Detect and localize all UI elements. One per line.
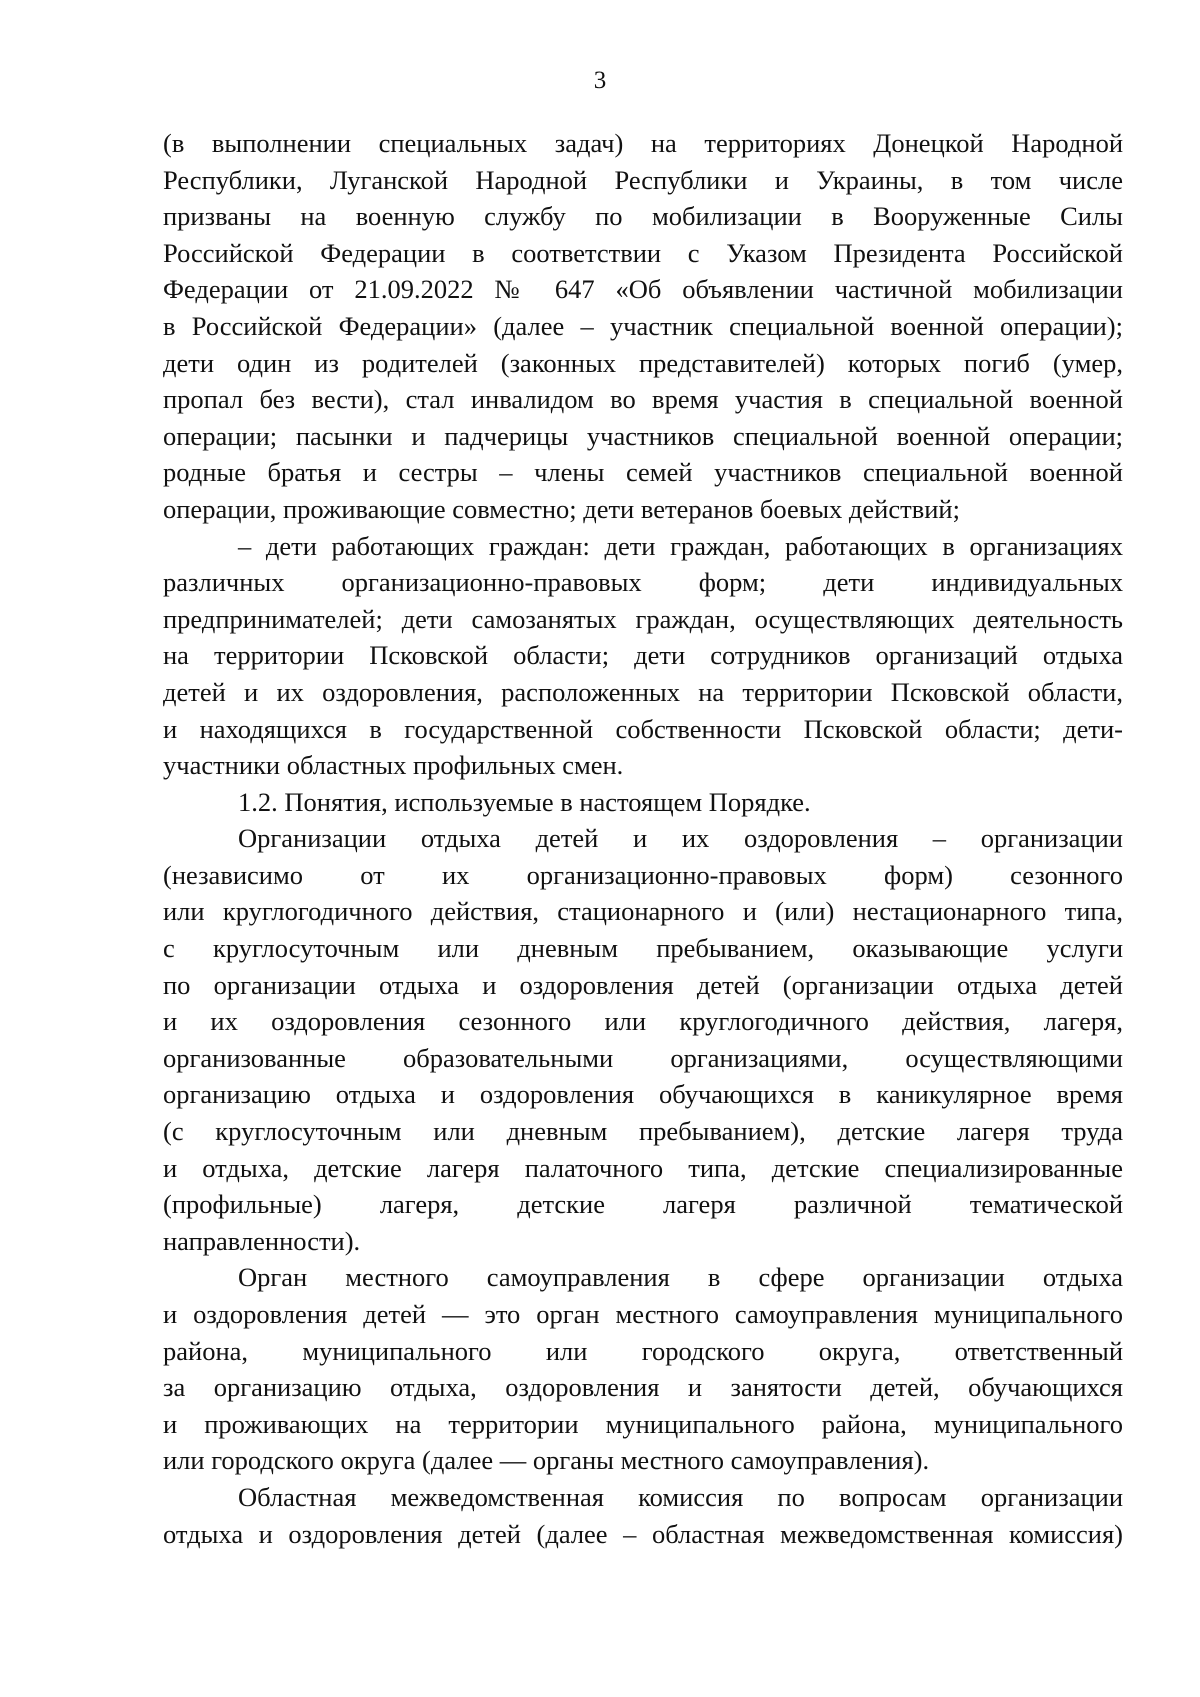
text-line: Российской Федерации в соответствии с Указом Президента Российской bbox=[163, 237, 1123, 268]
document-body bbox=[163, 125, 1123, 1552]
text-line: организованные образовательными организациями, осуществляющими bbox=[163, 1042, 1123, 1073]
text-line: пропал без вести), стал инвалидом во время участия в специальной военной bbox=[163, 384, 1123, 415]
text-line: детей и их оздоровления, расположенных на территории Псковской области, bbox=[163, 676, 1123, 707]
text-line: предпринимателей; дети самозанятых граждан, осуществляющих деятельность bbox=[163, 603, 1123, 634]
text-line: 1.2. Понятия, используемые в настоящем Порядке. bbox=[238, 786, 811, 817]
text-line: по организации отдыха и оздоровления детей (организации отдыха детей bbox=[163, 969, 1123, 1000]
text-line: Республики, Луганской Народной Республики и Украины, в том числе bbox=[163, 164, 1123, 195]
text-line: (в выполнении специальных задач) на территориях Донецкой Народной bbox=[163, 128, 1123, 158]
text-line: (независимо от их организационно-правовых форм) сезонного bbox=[163, 859, 1123, 890]
text-line: Организации отдыха детей и их оздоровления – организации bbox=[238, 823, 1123, 854]
text-line: и оздоровления детей — это орган местного самоуправления муниципального bbox=[163, 1299, 1123, 1329]
text-line: и отдыха, детские лагеря палаточного типа, детские специализированные bbox=[163, 1152, 1123, 1183]
text-line: направленности). bbox=[163, 1225, 361, 1256]
text-line: различных организационно-правовых форм; дети индивидуальных bbox=[163, 567, 1123, 598]
text-line: и их оздоровления сезонного или круглогодичного действия, лагеря, bbox=[163, 1006, 1123, 1037]
text-line: (с круглосуточным или дневным пребыванием), детские лагеря труда bbox=[163, 1116, 1123, 1147]
text-line: организацию отдыха и оздоровления обучающихся в каникулярное время bbox=[163, 1079, 1123, 1110]
text-line: родные братья и сестры – члены семей участников специальной военной bbox=[163, 457, 1123, 488]
text-line: и проживающих на территории муниципального района, муниципального bbox=[163, 1408, 1123, 1439]
text-line: за организацию отдыха, оздоровления и занятости детей, обучающихся bbox=[163, 1372, 1123, 1403]
page-number: 3 bbox=[593, 67, 607, 94]
text-line: или городского округа (далее — органы местного самоуправления). bbox=[163, 1445, 930, 1476]
text-line: с круглосуточным или дневным пребыванием, оказывающие услуги bbox=[163, 933, 1123, 964]
text-line: Федерации от 21.09.2022 № 647 «Об объявлении частичной мобилизации bbox=[163, 274, 1123, 305]
text-line: на территории Псковской области; дети сотрудников организаций отдыха bbox=[163, 640, 1123, 671]
text-line: Орган местного самоуправления в сфере организации отдыха bbox=[238, 1262, 1123, 1293]
text-line: – дети работающих граждан: дети граждан, работающих в организациях bbox=[238, 530, 1123, 561]
text-line: отдыха и оздоровления детей (далее – областная межведомственная комиссия) bbox=[163, 1518, 1123, 1549]
text-line: операции; пасынки и падчерицы участников специальной военной операции; bbox=[163, 420, 1123, 451]
text-line: Областная межведомственная комиссия по вопросам организации bbox=[238, 1481, 1123, 1512]
text-line: и находящихся в государственной собственности Псковской области; дети- bbox=[163, 713, 1123, 744]
text-line: (профильные) лагеря, детские лагеря различной тематической bbox=[163, 1189, 1123, 1220]
text-line: в Российской Федерации» (далее – участник специальной военной операции); bbox=[163, 310, 1123, 341]
text-line: или круглогодичного действия, стационарного и (или) нестационарного типа, bbox=[163, 896, 1123, 927]
text-line: района, муниципального или городского округа, ответственный bbox=[163, 1335, 1123, 1366]
text-line: призваны на военную службу по мобилизации в Вооруженные Силы bbox=[163, 201, 1123, 232]
text-line: участники областных профильных смен. bbox=[163, 750, 624, 781]
text-line: операции, проживающие совместно; дети ветеранов боевых действий; bbox=[163, 493, 960, 524]
text-line: дети один из родителей (законных представителей) которых погиб (умер, bbox=[163, 347, 1123, 378]
